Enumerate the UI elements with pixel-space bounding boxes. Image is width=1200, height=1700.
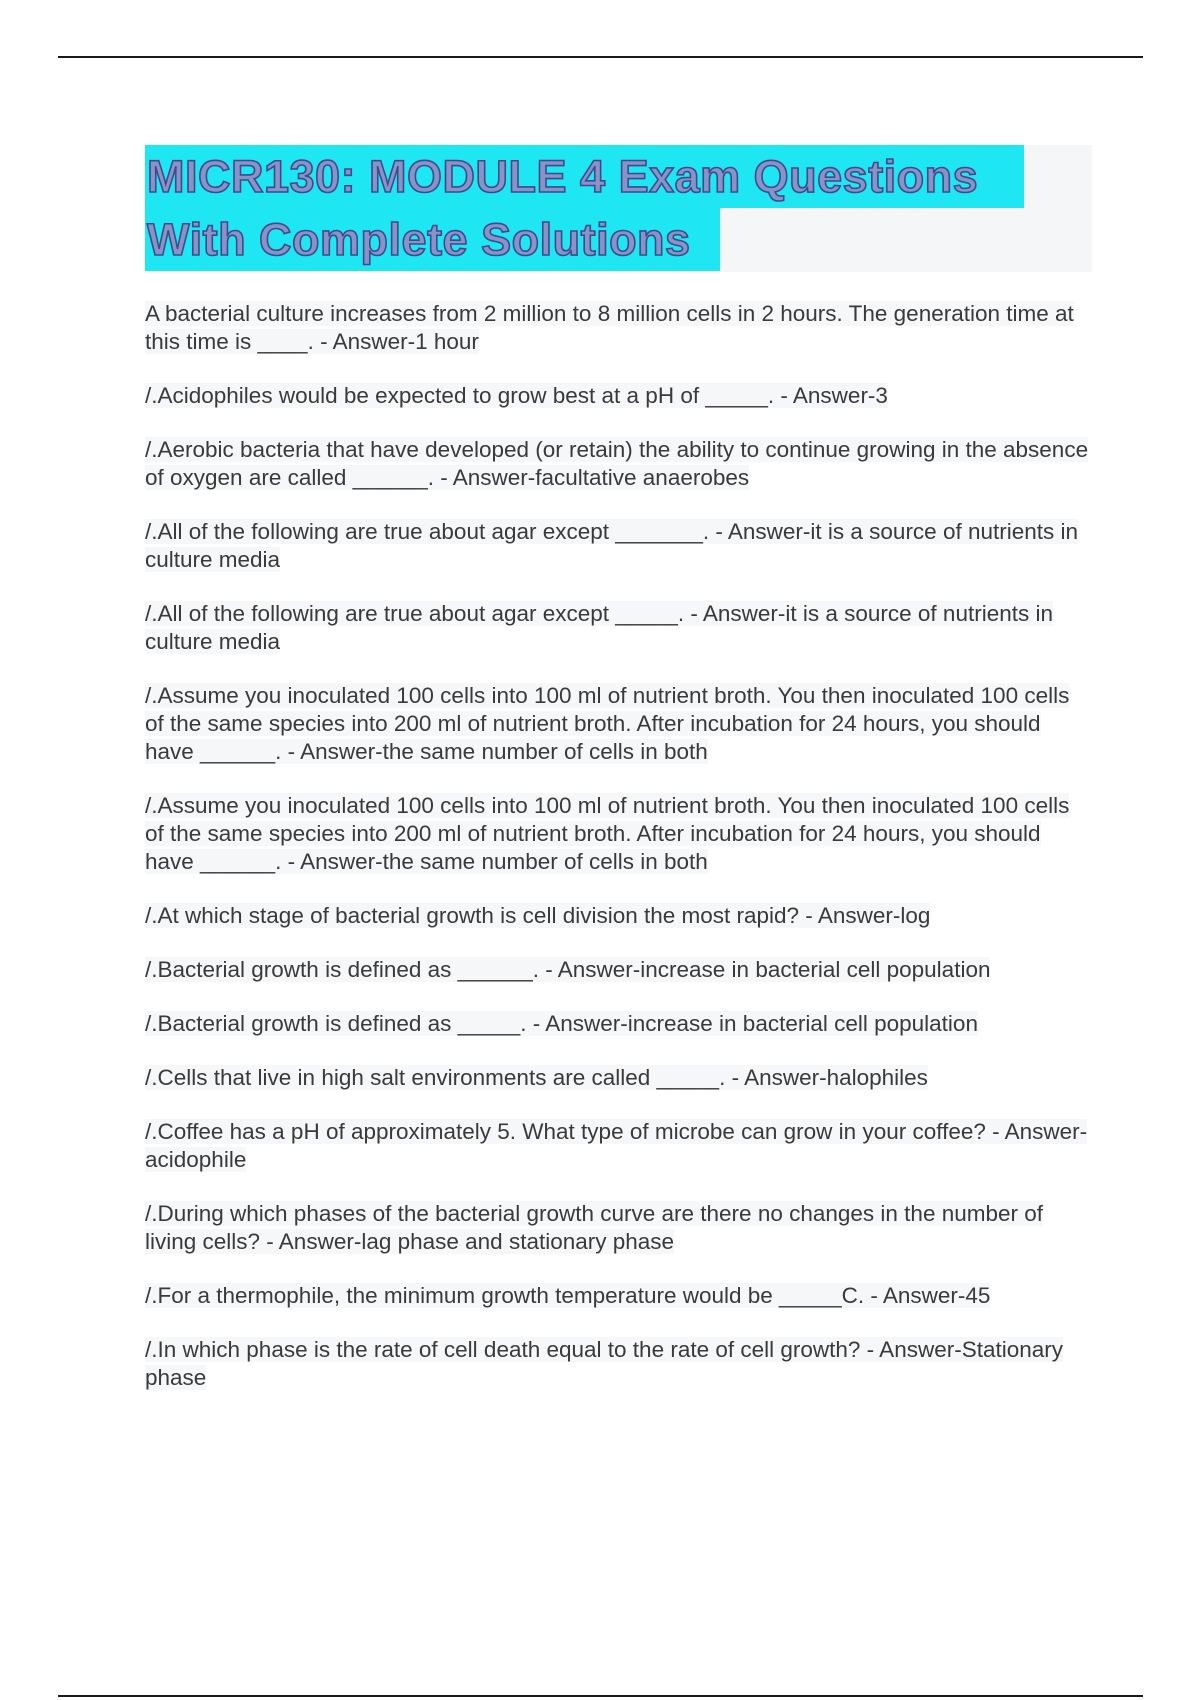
qa-item: /.All of the following are true about agar except _____. - Answer-it is a source of nutrients in culture media — [145, 601, 1053, 654]
qa-item: /.Acidophiles would be expected to grow best at a pH of _____. - Answer-3 — [145, 383, 888, 408]
qa-item: /.Assume you inoculated 100 cells into 100 ml of nutrient broth. You then inoculated 100 cells of the same species into 200 ml of nutrient broth. After incubation for 24 hours, you should have ______. - Answer-the same number of cells in both — [145, 683, 1070, 764]
qa-item: /.In which phase is the rate of cell death equal to the rate of cell growth? - Answer-Stationary phase — [145, 1337, 1064, 1390]
footer-rule — [58, 1695, 1143, 1697]
qa-item: /.Aerobic bacteria that have developed (or retain) the ability to continue growing in the absence of oxygen are called ______. - Answer-facultative anaerobes — [145, 437, 1089, 490]
qa-item: /.Bacterial growth is defined as ______. - Answer-increase in bacterial cell population — [145, 957, 991, 982]
qa-item: A bacterial culture increases from 2 million to 8 million cells in 2 hours. The generation time at this time is ____. - Answer-1 hour — [145, 301, 1074, 354]
qa-item: /.During which phases of the bacterial growth curve are there no changes in the number of living cells? - Answer-lag phase and stationary phase — [145, 1201, 1044, 1254]
qa-item: /.Assume you inoculated 100 cells into 100 ml of nutrient broth. You then inoculated 100 cells of the same species into 200 ml of nutrient broth. After incubation for 24 hours, you should have ______. - Answer-the same number of cells in both — [145, 793, 1070, 874]
qa-item: /.At which stage of bacterial growth is cell division the most rapid? - Answer-log — [145, 903, 931, 928]
qa-item: /.Coffee has a pH of approximately 5. What type of microbe can grow in your coffee? - Answer-acidophile — [145, 1119, 1088, 1172]
qa-item: /.Bacterial growth is defined as _____. - Answer-increase in bacterial cell population — [145, 1011, 978, 1036]
question-answer-list — [145, 300, 1092, 1418]
title-line-2: With Complete Solutions — [145, 208, 720, 271]
qa-item: /.All of the following are true about agar except _______. - Answer-it is a source of nutrients in culture media — [145, 519, 1079, 572]
title-line-1: MICR130: MODULE 4 Exam Questions — [145, 145, 1024, 208]
header-rule — [58, 56, 1143, 58]
document-title — [145, 145, 1092, 272]
qa-item: /.For a thermophile, the minimum growth temperature would be _____C. - Answer-45 — [145, 1283, 991, 1308]
qa-item: /.Cells that live in high salt environments are called _____. - Answer-halophiles — [145, 1065, 928, 1090]
